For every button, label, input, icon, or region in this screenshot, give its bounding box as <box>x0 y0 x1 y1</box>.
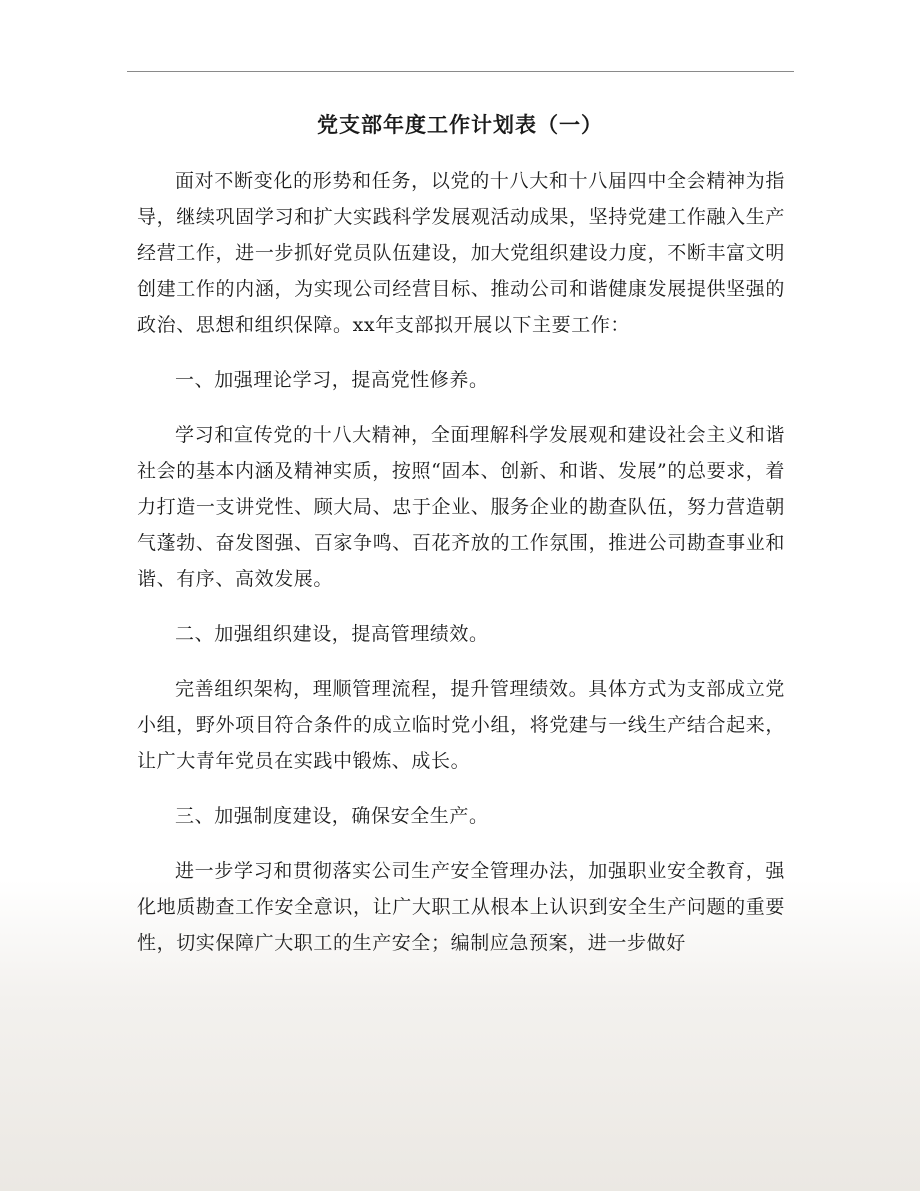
document-title: 党支部年度工作计划表（一） <box>317 113 603 137</box>
section-2-heading: 二、加强组织建设，提高管理绩效。 <box>175 623 489 645</box>
section-1-paragraph: 学习和宣传党的十八大精神，全面理解科学发展观和建设社会主义和谐社会的基本内涵及精神实质，按照“固本、创新、和谐、发展”的总要求，着力打造一支讲党性、顾大局、忠于企业、服务企业的勘查队伍，努力营造朝气蓬勃、奋发图强、百家争鸣、百花齐放的工作氛围，推进公司勘查事业和谐、有序、高效发展。 <box>137 424 785 590</box>
section-3-heading: 三、加强制度建设，确保安全生产。 <box>175 805 489 827</box>
header-rule <box>127 71 794 72</box>
section-2-paragraph: 完善组织架构，理顺管理流程，提升管理绩效。具体方式为支部成立党小组，野外项目符合条件的成立临时党小组，将党建与一线生产结合起来，让广大青年党员在实践中锻炼、成长。 <box>137 678 785 772</box>
section-3-paragraph: 进一步学习和贯彻落实公司生产安全管理办法，加强职业安全教育，强化地质勘查工作安全意识，让广大职工从根本上认识到安全生产问题的重要性，切实保障广大职工的生产安全；编制应急预案，进一步做好 <box>137 860 785 954</box>
section-1-heading: 一、加强理论学习，提高党性修养。 <box>175 369 489 391</box>
intro-paragraph: 面对不断变化的形势和任务，以党的十八大和十八届四中全会精神为指导，继续巩固学习和扩大实践科学发展观活动成果，坚持党建工作融入生产经营工作，进一步抓好党员队伍建设，加大党组织建设力度，不断丰富文明创建工作的内涵，为实现公司经营目标、推动公司和谐健康发展提供坚强的政治、思想和组织保障。xx年支部拟开展以下主要工作： <box>137 170 785 336</box>
document-body <box>137 163 785 980</box>
